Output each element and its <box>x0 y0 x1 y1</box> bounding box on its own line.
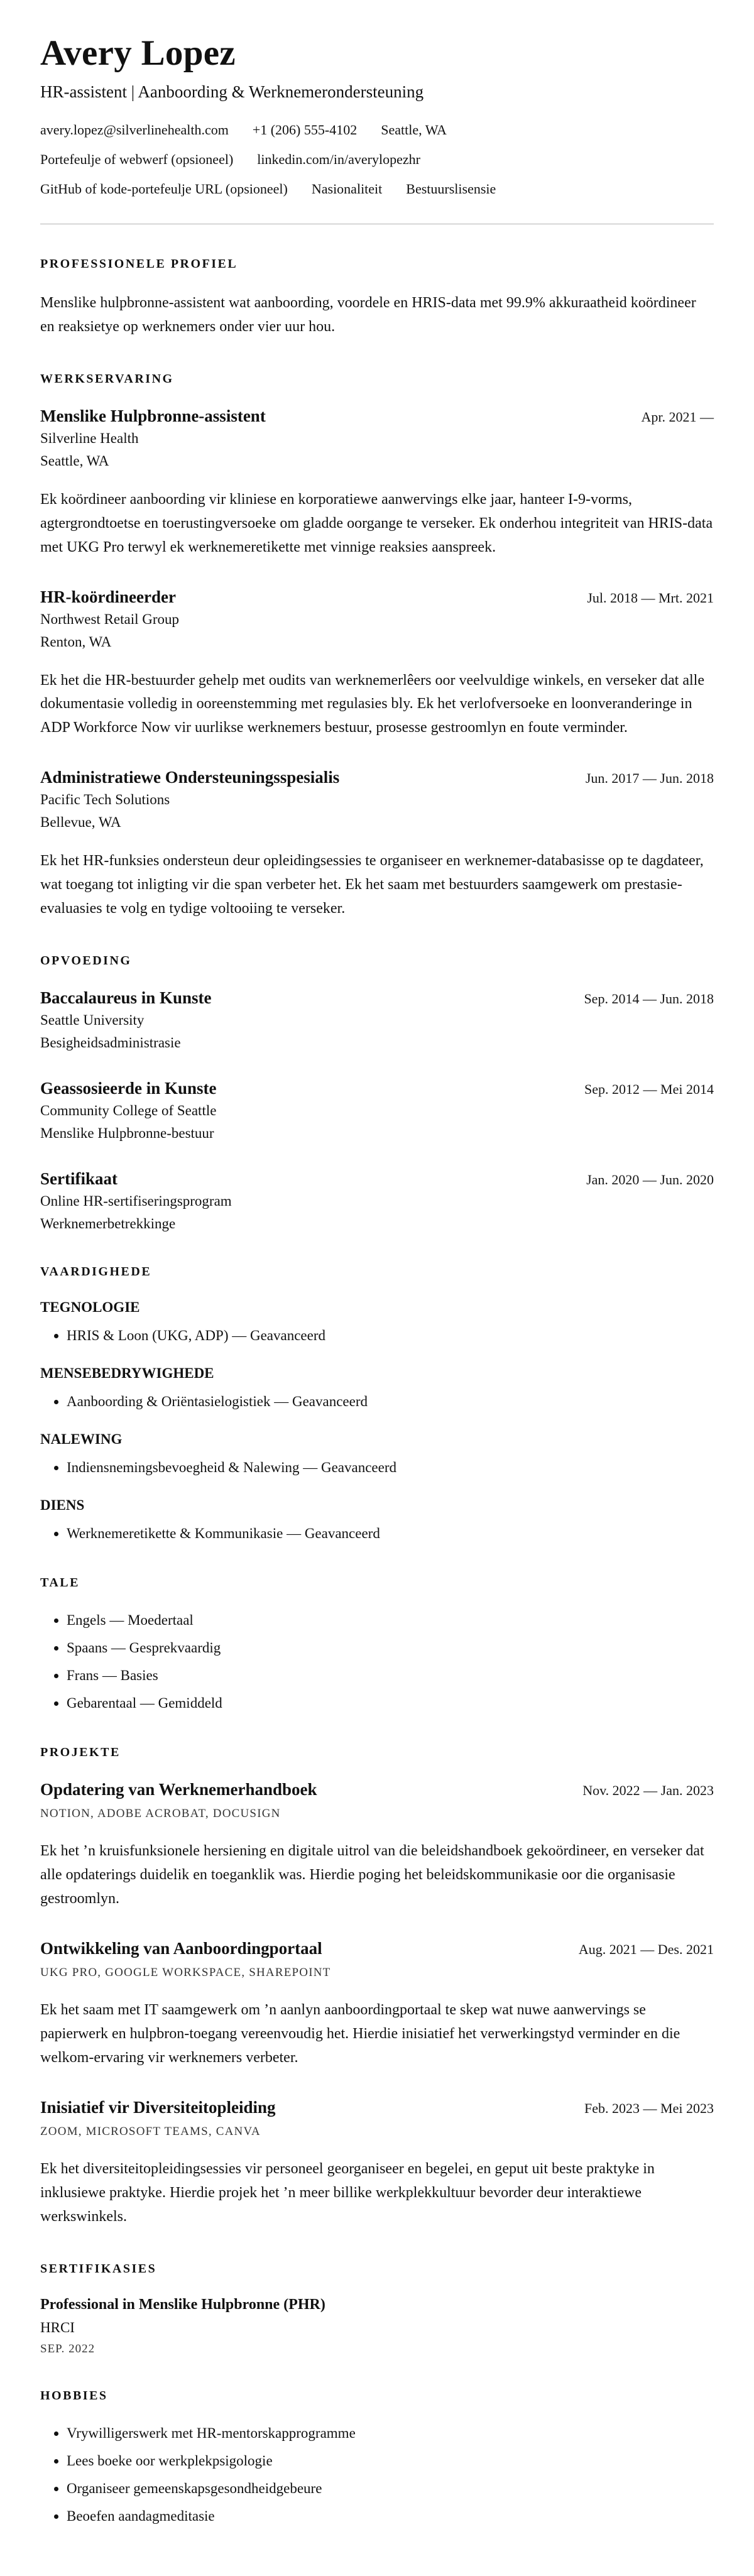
education-title: Geassosieerde in Kunste <box>40 1078 217 1098</box>
education-entry <box>40 1169 714 1232</box>
job-entry-head <box>40 407 714 426</box>
job-company: Silverline Health <box>40 430 139 446</box>
project-entry-head <box>40 2098 714 2117</box>
section-heading-skills: VAARDIGHEDE <box>40 1264 152 1279</box>
education-dates: Jan. 2020 — Jun. 2020 <box>586 1171 714 1187</box>
skill-group <box>40 1431 714 1477</box>
job-dates: Jul. 2018 — Mrt. 2021 <box>587 589 714 606</box>
skill-list <box>40 1326 714 1345</box>
job-dates: Apr. 2021 — <box>641 408 714 425</box>
section-heading-education: OPVOEDING <box>40 953 132 968</box>
project-dates: Feb. 2023 — Mei 2023 <box>584 2100 714 2116</box>
hobby-item: • Organiseer gemeenskapsgesondheidgebeure <box>67 2479 714 2498</box>
education-organization: Seattle University <box>40 1012 145 1028</box>
project-title: Inisiatief vir Diversiteitopleiding <box>40 2097 276 2117</box>
section-heading-profile: PROFESSIONELE PROFIEL <box>40 257 238 271</box>
language-item: • Spaans — Gesprekvaardig <box>67 1638 714 1657</box>
project-tools: ZOOM, MICROSOFT TEAMS, CANVA <box>40 2124 261 2138</box>
job-title: Menslike Hulpbronne-assistent <box>40 406 266 425</box>
language-item: • Gebarentaal — Gemiddeld <box>67 1693 714 1713</box>
contact-linkedin: linkedin.com/in/averylopezhr <box>257 151 420 167</box>
profile-text: Menslike hulpbronne-assistent wat aanboording, voordele en HRIS-data met 99.9% akkuraatheid koördineer en reaksietye op werknemers onder vier uur hou. <box>40 295 696 335</box>
section-skills <box>40 1265 714 1543</box>
skill-item: • Aanboording & Oriëntasielogistiek — Geavanceerd <box>67 1392 714 1411</box>
education-organization: Community College of Seattle <box>40 1102 217 1118</box>
project-entry-head <box>40 1780 714 1799</box>
contact-portfolio: Portefeulje of webwerf (opsioneel) <box>40 151 234 167</box>
job-location: Seattle, WA <box>40 452 109 469</box>
contact-row-2 <box>40 151 714 168</box>
job-entry-head <box>40 768 714 787</box>
skill-category: TEGNOLOGIE <box>40 1299 140 1315</box>
education-entry <box>40 1079 714 1142</box>
contact-github: GitHub of kode-portefeulje URL (opsioneel) <box>40 181 288 197</box>
hobby-item: • Lees boeke oor werkplekpsigologie <box>67 2451 714 2470</box>
language-item: • Frans — Basies <box>67 1666 714 1685</box>
candidate-name: Avery Lopez <box>40 33 236 73</box>
section-projects <box>40 1745 714 2229</box>
language-item: • Engels — Moedertaal <box>67 1610 714 1630</box>
education-field: Werknemerbetrekkinge <box>40 1215 176 1231</box>
skill-list <box>40 1524 714 1543</box>
section-certifications <box>40 2262 714 2356</box>
job-entry <box>40 407 714 560</box>
education-entry <box>40 988 714 1051</box>
education-field: Besigheidsadministrasie <box>40 1034 181 1051</box>
job-company: Northwest Retail Group <box>40 611 180 627</box>
education-title: Baccalaureus in Kunste <box>40 988 212 1007</box>
education-entry-head <box>40 1079 714 1098</box>
contact-phone: +1 (206) 555-4102 <box>252 122 358 138</box>
job-dates: Jun. 2017 — Jun. 2018 <box>585 770 714 787</box>
certification-date: SEP. 2022 <box>40 2342 96 2355</box>
education-field: Menslike Hulpbronne-bestuur <box>40 1125 214 1141</box>
job-description: Ek koördineer aanboording vir kliniese en korporatiewe aanwervings elke jaar, hanteer I-9-vorms, agtergrondtoetse en toerustingversoeke om gladde oorgange te verseker. Ek onderhou integriteit van HRIS-data met UKG Pro terwyl ek werknemeretikette met vinnige reaksies aanspreek. <box>40 491 713 555</box>
project-dates: Aug. 2021 — Des. 2021 <box>578 1941 714 1958</box>
job-entry <box>40 587 714 741</box>
job-description: Ek het die HR-bestuurder gehelp met oudits van werknemerlêers oor veelvuldige winkels, en verseker dat alle dokumentasie volledig in ooreenstemming met regulasies bly. Ek het verlofversoeke en loonveranderinge in ADP Workforce Now vir uurlikse werknemers bestuur, prosesse gestroomlyn en foute verminder. <box>40 672 704 736</box>
education-organization: Online HR-sertifiseringsprogram <box>40 1192 232 1209</box>
job-title: HR-koördineerder <box>40 587 176 606</box>
education-dates: Sep. 2014 — Jun. 2018 <box>584 990 714 1007</box>
contact-row-3 <box>40 181 714 197</box>
skill-group <box>40 1497 714 1543</box>
certification-issuer: HRCI <box>40 2319 75 2335</box>
section-heading-certifications: SERTIFIKASIES <box>40 2261 157 2276</box>
education-entry-head <box>40 1169 714 1189</box>
project-entry-head <box>40 1939 714 1958</box>
hobby-list <box>40 2423 714 2526</box>
project-entry <box>40 2098 714 2229</box>
job-company: Pacific Tech Solutions <box>40 792 170 808</box>
contact-license: Bestuurslisensie <box>406 181 496 197</box>
project-description: Ek het diversiteitopleidingsessies vir personeel georganiseer en begelei, en geput uit beste praktyke in inklusiewe praktyke. Hierdie projek het ’n meer billike werkplekkultuur bevorder deur interaktiewe werkswinkels. <box>40 2160 655 2225</box>
education-title: Sertifikaat <box>40 1169 117 1188</box>
section-heading-projects: PROJEKTE <box>40 1745 121 1760</box>
section-languages <box>40 1576 714 1713</box>
skill-group <box>40 1365 714 1411</box>
job-location: Bellevue, WA <box>40 814 121 831</box>
section-education <box>40 954 714 1232</box>
skill-list <box>40 1392 714 1411</box>
skill-item: • HRIS & Loon (UKG, ADP) — Geavanceerd <box>67 1326 714 1345</box>
contact-email: avery.lopez@silverlinehealth.com <box>40 122 229 138</box>
skill-list <box>40 1458 714 1477</box>
contact-location: Seattle, WA <box>381 122 447 138</box>
language-list <box>40 1610 714 1713</box>
project-entry <box>40 1939 714 2070</box>
candidate-title: HR-assistent | Aanboording & Werknemerondersteuning <box>40 82 424 101</box>
hobby-item: • Beoefen aandagmeditasie <box>67 2506 714 2526</box>
job-entry-head <box>40 587 714 607</box>
skill-category: NALEWING <box>40 1431 123 1448</box>
job-location: Renton, WA <box>40 633 112 650</box>
project-description: Ek het saam met IT saamgewerk om ’n aanlyn aanboordingportaal te skep wat nuwe aanwervings se papierwerk en hulpbron-toegang vereenvoudig het. Hierdie inisiatief het verwerkingstyd verminder en die welkom-ervaring vir werknemers verbeter. <box>40 2002 680 2066</box>
project-tools: NOTION, ADOBE ACROBAT, DOCUSIGN <box>40 1807 281 1821</box>
certification-title: Professional in Menslike Hulpbronne (PHR) <box>40 2296 325 2313</box>
section-heading-experience: WERKSERVARING <box>40 371 174 386</box>
project-tools: UKG PRO, GOOGLE WORKSPACE, SHAREPOINT <box>40 1966 331 1980</box>
job-title: Administratiewe Ondersteuningsspesialis <box>40 768 340 787</box>
education-dates: Sep. 2012 — Mei 2014 <box>584 1081 714 1097</box>
project-entry <box>40 1780 714 1911</box>
section-heading-languages: TALE <box>40 1576 80 1590</box>
resume-header <box>40 33 714 197</box>
project-dates: Nov. 2022 — Jan. 2023 <box>582 1782 714 1799</box>
section-experience <box>40 372 714 921</box>
certification-entry <box>40 2296 714 2356</box>
contact-nationality: Nasionaliteit <box>311 181 383 197</box>
contact-row-1 <box>40 122 714 138</box>
project-title: Ontwikkeling van Aanboordingportaal <box>40 1939 322 1958</box>
section-hobbies <box>40 2389 714 2526</box>
skill-category: MENSEBEDRYWIGHEDE <box>40 1365 214 1382</box>
job-description: Ek het HR-funksies ondersteun deur opleidingsessies te organiseer en werknemer-databasisse op te dagdateer, wat toegang tot inligting vir die span verbeter het. Ek het saam met bestuurders saamgewerk om prestasie-evaluasies te volg en tydige voltooiing te verseker. <box>40 853 704 917</box>
section-profile <box>40 257 714 339</box>
project-title: Opdatering van Werknemerhandboek <box>40 1780 317 1799</box>
skill-category: DIENS <box>40 1497 85 1514</box>
skill-item: • Indiensnemingsbevoegheid & Nalewing — Geavanceerd <box>67 1458 714 1477</box>
section-heading-hobbies: HOBBIES <box>40 2388 108 2403</box>
hobby-item: • Vrywilligerswerk met HR-mentorskapprogramme <box>67 2423 714 2443</box>
project-description: Ek het ’n kruisfunksionele hersiening en digitale uitrol van die beleidshandboek gekoördineer, en verseker dat alle opdaterings duidelik en toeganklik was. Hierdie poging het beleidskommunikasie oor die organisasie gestroomlyn. <box>40 1843 704 1907</box>
job-entry <box>40 768 714 921</box>
skill-item: • Werknemeretikette & Kommunikasie — Geavanceerd <box>67 1524 714 1543</box>
skill-group <box>40 1299 714 1345</box>
education-entry-head <box>40 988 714 1008</box>
